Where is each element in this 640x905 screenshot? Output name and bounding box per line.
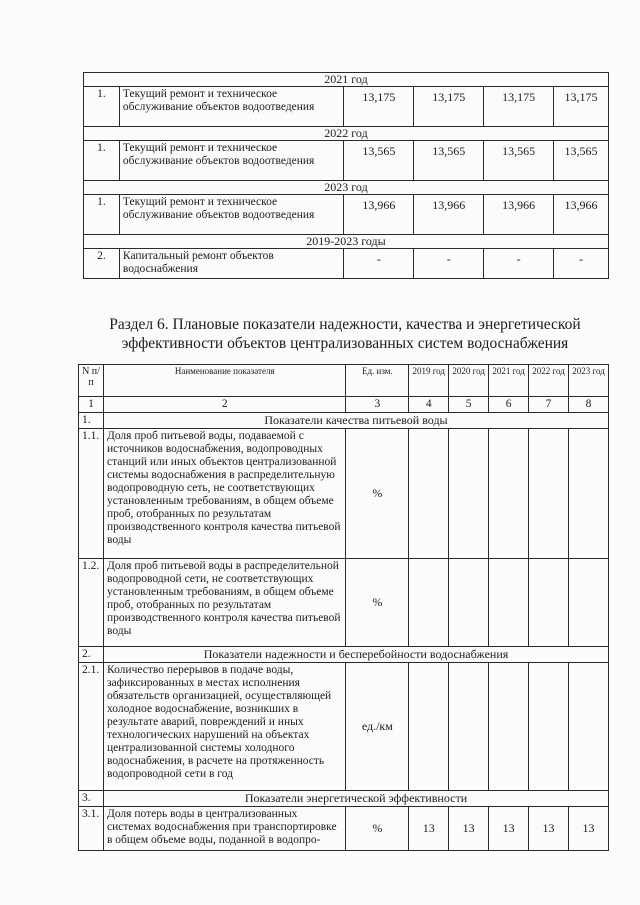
value-cell [489,663,529,791]
year-label: 2022 год [84,127,609,141]
table-row [84,195,609,235]
year-row [84,73,609,87]
value-cell: - [554,249,609,279]
value-cell: 13,966 [344,195,414,235]
table-row [79,807,609,851]
value-cell [409,559,449,647]
column-number: 7 [529,397,569,413]
indicators-table [78,364,609,851]
row-name: Доля проб питьевой воды в распределительной водопроводной сети, не соответствующих установленным требованиям, в общем объеме проб, отобранных по результатам производственного контроля качества питьевой воды [103,559,345,647]
row-name: Доля потерь воды в централизованных системах водоснабжения при транспортировке в общем объеме воды, поданной в водопро- [103,807,345,851]
value-cell: 13 [569,807,609,851]
row-number: 2.1. [79,663,104,791]
section-title: Показатели надежности и бесперебойности водоснабжения [103,647,608,663]
row-name: Количество перерывов в подаче воды, зафиксированных в местах исполнения обязательств организацией, осуществляющей холодное водоснабжение, возникших в результате аварий, повреждений и иных технологических нарушений на объектах централизованной системы холодного водоснабжения, в расчете на протяженность водопроводной сети в год [103,663,345,791]
value-cell: 13,966 [484,195,554,235]
header-2020: 2020 год [449,365,489,397]
row-number: 2. [84,249,120,279]
table-row [84,87,609,127]
value-cell: 13,565 [414,141,484,181]
row-name: Текущий ремонт и техническое обслуживание объектов водоотведения [119,141,343,181]
section-row [79,647,609,663]
unit-cell: % [346,807,409,851]
column-number: 4 [409,397,449,413]
column-number: 3 [346,397,409,413]
unit-cell: ед./км [346,663,409,791]
value-cell [409,663,449,791]
year-label: 2023 год [84,181,609,195]
column-number: 6 [489,397,529,413]
section-number: 1. [79,413,104,429]
value-cell: 13,175 [344,87,414,127]
value-cell [569,559,609,647]
header-2019: 2019 год [409,365,449,397]
header-row [79,365,609,397]
header-name: Наименование показателя [103,365,345,397]
value-cell: 13,175 [554,87,609,127]
value-cell: 13,565 [344,141,414,181]
header-number: N п/п [79,365,104,397]
value-cell: 13,175 [414,87,484,127]
value-cell [569,429,609,559]
table-row [79,429,609,559]
column-number: 2 [103,397,345,413]
year-label: 2019-2023 годы [84,235,609,249]
value-cell [489,429,529,559]
column-number-row [79,397,609,413]
value-cell: 13,565 [554,141,609,181]
table-row [84,141,609,181]
value-cell: 13,565 [484,141,554,181]
table-row [79,663,609,791]
value-cell: 13,966 [554,195,609,235]
column-number: 5 [449,397,489,413]
table-row [79,559,609,647]
header-2021: 2021 год [489,365,529,397]
section-title: Показатели качества питьевой воды [103,413,608,429]
value-cell [529,663,569,791]
row-number: 1. [84,87,120,127]
value-cell [569,663,609,791]
unit-cell: % [346,429,409,559]
value-cell: 13,966 [414,195,484,235]
value-cell: - [414,249,484,279]
value-cell [449,663,489,791]
value-cell [449,429,489,559]
column-number: 8 [569,397,609,413]
unit-cell: % [346,559,409,647]
column-number: 1 [79,397,104,413]
value-cell [409,429,449,559]
investment-table [83,72,609,279]
row-number: 1. [84,195,120,235]
year-row [84,127,609,141]
row-number: 1.1. [79,429,104,559]
value-cell: - [344,249,414,279]
row-name: Доля проб питьевой воды, подаваемой с источников водоснабжения, водопроводных станций или иных объектов централизованной системы водоснабжения в распределительную водопроводную сеть, не соответствующих установленным требованиям, в общем объеме проб, отобранных по результатам производственного контроля качества питьевой воды [103,429,345,559]
row-name: Текущий ремонт и техническое обслуживание объектов водоотведения [119,195,343,235]
value-cell [489,559,529,647]
value-cell [529,559,569,647]
row-number: 3.1. [79,807,104,851]
year-label: 2021 год [84,73,609,87]
row-name: Текущий ремонт и техническое обслуживание объектов водоотведения [119,87,343,127]
section-row [79,791,609,807]
row-name: Капитальный ремонт объектов водоснабжения [119,249,343,279]
value-cell: 13 [489,807,529,851]
year-row [84,235,609,249]
row-number: 1.2. [79,559,104,647]
year-row [84,181,609,195]
value-cell: 13 [409,807,449,851]
section-number: 3. [79,791,104,807]
value-cell: 13,175 [484,87,554,127]
section-row [79,413,609,429]
value-cell: - [484,249,554,279]
value-cell [529,429,569,559]
section-heading: Раздел 6. Плановые показатели надежности, качества и энергетической эффективности объектов централизованных систем водоснабжения [109,316,581,352]
header-2023: 2023 год [569,365,609,397]
value-cell: 13 [529,807,569,851]
section-title: Показатели энергетической эффективности [103,791,608,807]
value-cell: 13 [449,807,489,851]
header-unit: Ед. изм. [346,365,409,397]
header-2022: 2022 год [529,365,569,397]
section-number: 2. [79,647,104,663]
row-number: 1. [84,141,120,181]
value-cell [449,559,489,647]
table-row [84,249,609,279]
